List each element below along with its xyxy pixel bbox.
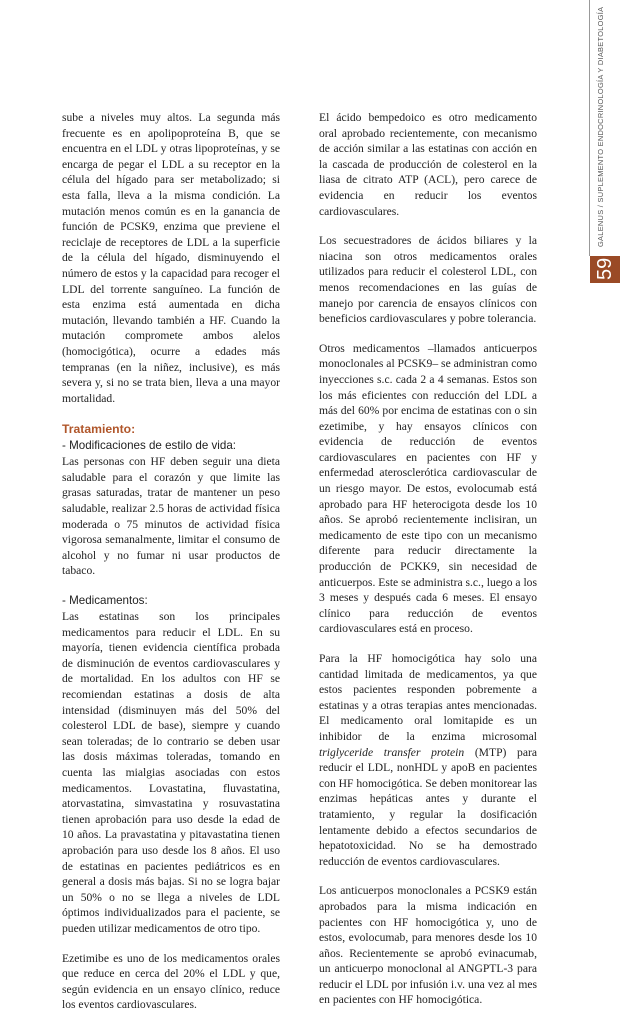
left-column — [62, 110, 280, 1027]
paragraph-monoclonal: Los anticuerpos monoclonales a PCSK9 están aprobados para la misma indicación en pacientes con HF homocigótica y, uno de estos, evolocumab, para menores desde los 10 años. Recientemente se aprobó evinacumab, un anticuerpo monoclonal al ANGPTL-3 para reducir el LDL por infusión i.v. una vez al mes en pacientes con HF homocigótica. — [319, 884, 537, 1007]
heading-treatment: Tratamiento: — [62, 422, 136, 437]
subheading-medications: - Medicamentos: — [62, 594, 148, 608]
paragraph-lifestyle: Las personas con HF deben seguir una dieta saludable para el corazón y que limite las grasas saturadas, tratar de mantener un peso saludable, realizar 2.5 horas de actividad física moderada o 75 minutos de actividad física vigorosa semanalmente, limitar el consumo de alcohol y no fumar ni usar productos de tabaco. — [62, 455, 280, 578]
paragraph-pcsk9-antibodies: Otros medicamentos –llamados anticuerpos monoclonales al PCSK9– se administran como inyecciones s.c. cada 2 a 4 semanas. Estos son los más eficientes con reducción del LDL a más del 60% por encima de estatinas con o sin ezetimibe, y hay ensayos clínicos con evidencia de reducción de eventos cardiovasculares en pacientes con HF y enfermedad aterosclerótica cardiovascular de un riesgo mayor. De estos, evolocumab está aprobado para HF heterocigota desde los 10 años. Se aprobó recientemente inclisiran, un medicamento de este tipo con un mecanismo diferente para reducir directamente la producción de PCKK9, sin necesidad de anticuerpos. Este se administra s.c., luego a los 3 meses y después cada 6 meses. El ensayo clínico para reducción de eventos cardiovasculares está en proceso. — [319, 341, 537, 636]
journal-running-title: GALENUS / SUPLEMENTO ENDOCRINOLOGÍA Y DIABETOLOGÍA — [596, 6, 605, 247]
subheading-lifestyle: - Modificaciones de estilo de vida: — [62, 439, 236, 453]
paragraph-sequestrants: Los secuestradores de ácidos biliares y la niacina son otros medicamentos orales utilizados para reducir el colesterol LDL, con menos recomendaciones en las guías de manejo por carencia de ensayos clínicos con beneficios cardiovasculares y pobre tolerancia. — [319, 234, 537, 326]
paragraph-homozygous — [319, 651, 537, 869]
paragraph-bempedoic: El ácido bempedoico es otro medicamento oral aprobado recientemente, con mecanismo de acción similar a las estatinas con acción en la cascada de producción de colesterol en la liasa de citrato ATP (ACL), pero carece de evidencia en reducir los eventos cardiovasculares. — [319, 111, 537, 218]
homozygous-italic-term: triglyceride transfer protein — [319, 745, 465, 759]
page-number: 59 — [594, 257, 616, 280]
paragraph-mutations: sube a niveles muy altos. La segunda más frecuente es en apolipoproteína B, que se encuentra en el LDL y otras lipoproteínas, y se encarga de pegar el LDL a su receptor en la célula del hígado para ser metabolizado; si esta falla, lleva a la misma condición. La mutación menos común es en la ganancia de función de PCSK9, enzima que previene el reciclaje de receptores de LDL a la superficie de la célula del hígado, disminuyendo el número de estos y la capacidad para recoger el LDL del torrente sanguíneo. La función de esta enzima está aumentada en dicha mutación, llevando también a HF. Cuando la mutación compromete ambos alelos (homocigótica), ocurre a edades más tempranas (en la niñez, inclusive), es más severa y, si no se trata bien, lleva a una mayor mortalidad. — [62, 111, 280, 405]
right-column — [319, 110, 537, 1022]
sidebar-divider — [589, 0, 590, 256]
paragraph-statins: Las estatinas son los principales medicamentos para reducir el LDL. En su mayoría, tienen evidencia científica probada de disminución de eventos cardiovasculares y de mortalidad. En los adultos con HF se recomiendan estatinas a dosis de alta intensidad (disminuyen más del 50% del colesterol LDL de base), siempre y cuando sean toleradas; de lo contrario se deben usar las dosis máximas toleradas, tomando en cuenta las mialgias asociadas con estos medicamentos. Lovastatina, fluvastatina, atorvastatina, simvastatina y rosuvastatina tienen aprobación para uso desde la edad de 10 años. La pravastatina y pitavastatina tienen aprobación para uso desde los 8 años. El uso de estatinas en pacientes pediátricos es en general a dosis más bajas. Si no se logra bajar un 50% o no se llega a niveles de LDL óptimos individualizados para el paciente, se pueden utilizar medicamentos de otro tipo. — [62, 610, 280, 935]
homozygous-text-a: Para la HF homocigótica hay solo una cantidad limitada de medicamentos, ya que estos pacientes responden pobremente a estatinas y a otras terapias antes mencionadas. El medicamento oral lomitapide es un inhibidor de la enzima microsomal — [319, 652, 537, 743]
homozygous-text-b: (MTP) para reducir el LDL, nonHDL y apoB en pacientes con HF homocigótica. Se deben monitorear las enzimas hepáticas antes y durante el tratamiento, y regular la dosificación lentamente debido a efectos secundarios de hepatotoxicidad. No se ha demostrado reducción de eventos cardiovasculares. — [319, 745, 537, 868]
paragraph-ezetimibe: Ezetimibe es uno de los medicamentos orales que reduce en cerca del 20% el LDL y que, según evidencia en un ensayo clínico, reduce los eventos cardiovasculares. — [62, 951, 280, 1012]
